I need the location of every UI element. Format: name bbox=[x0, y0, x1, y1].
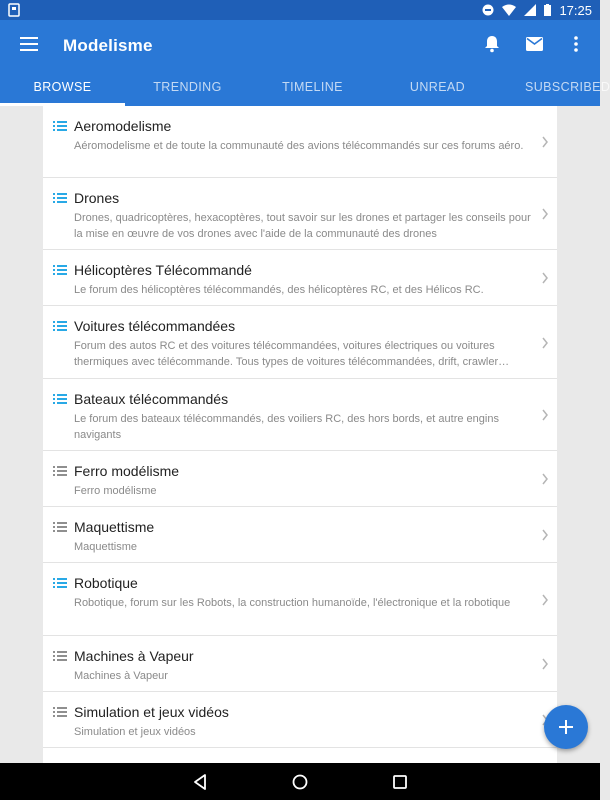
chevron-right-icon bbox=[541, 594, 549, 606]
forum-name: Simulation et jeux vidéos bbox=[74, 704, 229, 720]
list-icon bbox=[53, 394, 67, 404]
forum-description: Ferro modélisme bbox=[74, 485, 157, 497]
forum-description: Le forum des hélicoptères télécommandés, des hélicoptères RC, et des Hélicos RC. bbox=[74, 284, 484, 296]
signal-icon bbox=[524, 4, 536, 16]
forum-name: Maquettisme bbox=[74, 519, 155, 535]
status-bar bbox=[0, 0, 600, 20]
home-icon[interactable] bbox=[290, 772, 310, 792]
battery-icon bbox=[544, 4, 551, 16]
forum-name: Robotique bbox=[74, 575, 138, 591]
list-icon bbox=[53, 193, 67, 203]
forum-list bbox=[43, 106, 557, 763]
wifi-icon bbox=[502, 4, 516, 16]
forum-row[interactable] bbox=[43, 636, 557, 692]
chevron-right-icon bbox=[541, 272, 549, 284]
tab-timeline[interactable]: TIMELINE bbox=[282, 80, 343, 94]
forum-description: Machines à Vapeur bbox=[74, 670, 168, 682]
clock: 17:25 bbox=[559, 2, 592, 18]
tab-browse[interactable]: BROWSE bbox=[0, 68, 125, 106]
forum-description: Drones, quadricoptères, hexacoptères, tout savoir sur les drones et partager les conseils pour la mise en œuvre de vos drones avec l'aide de la communauté des drones bbox=[74, 212, 531, 240]
forum-row[interactable] bbox=[43, 692, 557, 748]
tab-bar bbox=[0, 68, 610, 106]
chevron-right-icon bbox=[541, 337, 549, 349]
chevron-right-icon bbox=[541, 409, 549, 421]
forum-row[interactable] bbox=[43, 106, 557, 178]
forum-row[interactable] bbox=[43, 250, 557, 306]
forum-name: Drones bbox=[74, 190, 120, 206]
forum-description: Aéromodelisme et de toute la communauté des avions télécommandés sur ces forums aéro. bbox=[74, 140, 524, 152]
forum-row[interactable] bbox=[43, 178, 557, 250]
tab-unread[interactable]: UNREAD bbox=[409, 80, 466, 94]
forum-name: Hélicoptères Télécommandé bbox=[74, 262, 252, 278]
page-title: Modelisme bbox=[63, 36, 153, 55]
forum-row[interactable] bbox=[43, 379, 557, 451]
chevron-right-icon bbox=[541, 473, 549, 485]
back-icon[interactable] bbox=[190, 772, 210, 792]
forum-row[interactable] bbox=[43, 507, 557, 563]
forum-name: Ferro modélisme bbox=[74, 463, 180, 479]
list-icon bbox=[53, 321, 67, 331]
tab-subscribed[interactable]: SUBSCRIBED bbox=[525, 80, 610, 94]
list-icon bbox=[53, 466, 67, 476]
bell-icon[interactable] bbox=[482, 34, 502, 54]
tab-trending[interactable]: TRENDING bbox=[153, 80, 222, 94]
sim-notification-icon bbox=[8, 3, 20, 17]
chevron-right-icon bbox=[541, 136, 549, 148]
list-icon bbox=[53, 522, 67, 532]
list-icon bbox=[53, 707, 67, 717]
do-not-disturb-icon bbox=[482, 4, 494, 16]
recents-icon[interactable] bbox=[390, 772, 410, 792]
list-icon bbox=[53, 121, 67, 131]
app-bar bbox=[0, 20, 610, 106]
toolbar-actions bbox=[482, 34, 586, 54]
forum-row[interactable] bbox=[43, 306, 557, 379]
forum-name: Aeromodelisme bbox=[74, 118, 172, 134]
chevron-right-icon bbox=[541, 208, 549, 220]
forum-description: Maquettisme bbox=[74, 541, 137, 553]
more-vert-icon[interactable] bbox=[566, 34, 586, 54]
forum-row[interactable] bbox=[43, 451, 557, 507]
forum-row[interactable] bbox=[43, 563, 557, 636]
forum-name: Machines à Vapeur bbox=[74, 648, 194, 664]
chevron-right-icon bbox=[541, 529, 549, 541]
new-topic-button[interactable] bbox=[544, 705, 588, 749]
list-icon bbox=[53, 265, 67, 275]
forum-description: Robotique, forum sur les Robots, la construction humanoïde, l'électronique et la robotique bbox=[74, 597, 511, 609]
forum-description: Le forum des bateaux télécommandés, des voiliers RC, des hors bords, et autre engins navigants bbox=[74, 413, 499, 441]
menu-icon[interactable] bbox=[20, 37, 38, 51]
mail-icon[interactable] bbox=[524, 34, 544, 54]
forum-description: Simulation et jeux vidéos bbox=[74, 726, 196, 738]
chevron-right-icon bbox=[541, 658, 549, 670]
list-icon bbox=[53, 651, 67, 661]
list-icon bbox=[53, 578, 67, 588]
forum-description: Forum des autos RC et des voitures télécommandées, voitures électriques ou voitures thermiques avec télécommande. Tous types de voitures télécommandées, drift, crawler… bbox=[74, 340, 510, 368]
forum-name: Voitures télécommandées bbox=[74, 318, 236, 334]
forum-name: Bateaux télécommandés bbox=[74, 391, 229, 407]
system-nav-bar bbox=[0, 763, 600, 800]
plus-icon bbox=[559, 720, 573, 734]
